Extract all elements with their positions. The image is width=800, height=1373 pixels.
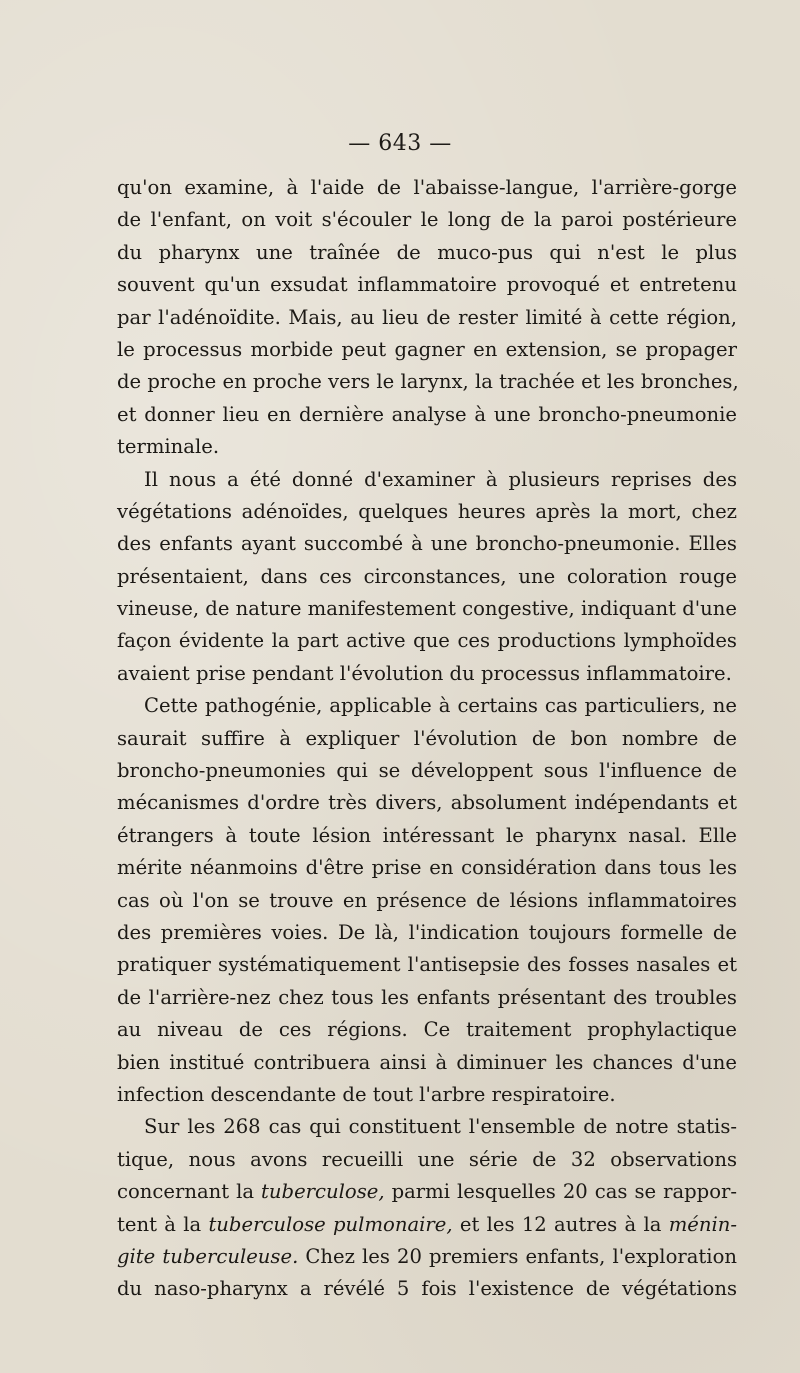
text-line: mérite néanmoins d'être prise en considération dans tous les bbox=[117, 856, 737, 880]
text-line: de proche en proche vers le larynx, la trachée et les bronches, bbox=[117, 370, 739, 394]
text-line: façon évidente la part active que ces productions lymphoïdes bbox=[117, 629, 737, 653]
text-line: et donner lieu en dernière analyse à une broncho-pneumonie bbox=[117, 402, 737, 426]
text-line: du pharynx une traînée de muco-pus qui n'est le plus bbox=[117, 240, 737, 264]
text-line bbox=[117, 1241, 737, 1273]
text-line bbox=[117, 1209, 737, 1241]
text-line bbox=[117, 1176, 737, 1208]
text-line: broncho-pneumonies qui se développent sous l'influence de bbox=[117, 759, 737, 783]
italic-term: ménin- bbox=[668, 1212, 737, 1236]
text-segment: tent à la bbox=[117, 1212, 209, 1236]
text-segment: Chez les 20 premiers enfants, l'exploration bbox=[298, 1244, 737, 1268]
text-line: de l'arrière-nez chez tous les enfants présentant des troubles bbox=[117, 985, 737, 1009]
text-line: Sur les 268 cas qui constituent l'ensemble de notre statis- bbox=[144, 1115, 737, 1139]
text-line: vineuse, de nature manifestement congestive, indiquant d'une bbox=[117, 597, 737, 621]
text-line: étrangers à toute lésion intéressant le pharynx nasal. Elle bbox=[117, 823, 737, 847]
text-segment: et les 12 autres à la bbox=[452, 1212, 669, 1236]
italic-term: tuberculose, bbox=[261, 1180, 385, 1204]
text-line: des premières voies. De là, l'indication toujours formelle de bbox=[117, 920, 737, 944]
text-line: Cette pathogénie, applicable à certains cas particuliers, ne bbox=[144, 694, 737, 718]
text-line: par l'adénoïdite. Mais, au lieu de rester limité à cette région, bbox=[117, 305, 737, 329]
text-line: au niveau de ces régions. Ce traitement prophylactique bbox=[117, 1018, 737, 1042]
page-number: — 643 — bbox=[348, 131, 452, 156]
text-segment: concernant la bbox=[117, 1180, 262, 1204]
text-segment: parmi lesquelles 20 cas se rappor- bbox=[384, 1180, 737, 1204]
text-line: pratiquer systématiquement l'antisepsie des fosses nasales et bbox=[117, 953, 737, 977]
text-line: terminale. bbox=[117, 435, 220, 459]
text-line: cas où l'on se trouve en présence de lésions inflammatoires bbox=[117, 888, 737, 912]
text-line: infection descendante de tout l'arbre respiratoire. bbox=[117, 1082, 616, 1106]
text-line: qu'on examine, à l'aide de l'abaisse-langue, l'arrière-gorge bbox=[117, 176, 737, 199]
text-line: tique, nous avons recueilli une série de 32 observations bbox=[117, 1147, 737, 1171]
text-line: mécanismes d'ordre très divers, absolument indépendants et bbox=[117, 791, 737, 815]
text-line: présentaient, dans ces circonstances, une coloration rouge bbox=[117, 564, 737, 588]
text-line: Il nous a été donné d'examiner à plusieurs reprises des bbox=[144, 467, 737, 491]
text-line: souvent qu'un exsudat inflammatoire provoqué et entretenu bbox=[117, 273, 737, 297]
text-line: bien institué contribuera ainsi à diminuer les chances d'une bbox=[117, 1050, 737, 1074]
body-text bbox=[117, 172, 737, 1306]
text-line: des enfants ayant succombé à une broncho-pneumonie. Elles bbox=[117, 532, 737, 556]
text-line: de l'enfant, on voit s'écouler le long de la paroi postérieure bbox=[117, 208, 737, 232]
text-line: végétations adénoïdes, quelques heures après la mort, chez bbox=[117, 499, 737, 523]
italic-term: gite tuberculeuse. bbox=[117, 1244, 299, 1268]
italic-term: tuberculose pulmonaire, bbox=[208, 1212, 453, 1236]
text-line: du naso-pharynx a révélé 5 fois l'existence de végétations bbox=[117, 1277, 737, 1301]
text-line: le processus morbide peut gagner en extension, se propager bbox=[117, 337, 737, 361]
text-line: saurait suffire à expliquer l'évolution de bon nombre de bbox=[117, 726, 737, 750]
text-line: avaient prise pendant l'évolution du processus inflammatoire. bbox=[117, 661, 732, 685]
